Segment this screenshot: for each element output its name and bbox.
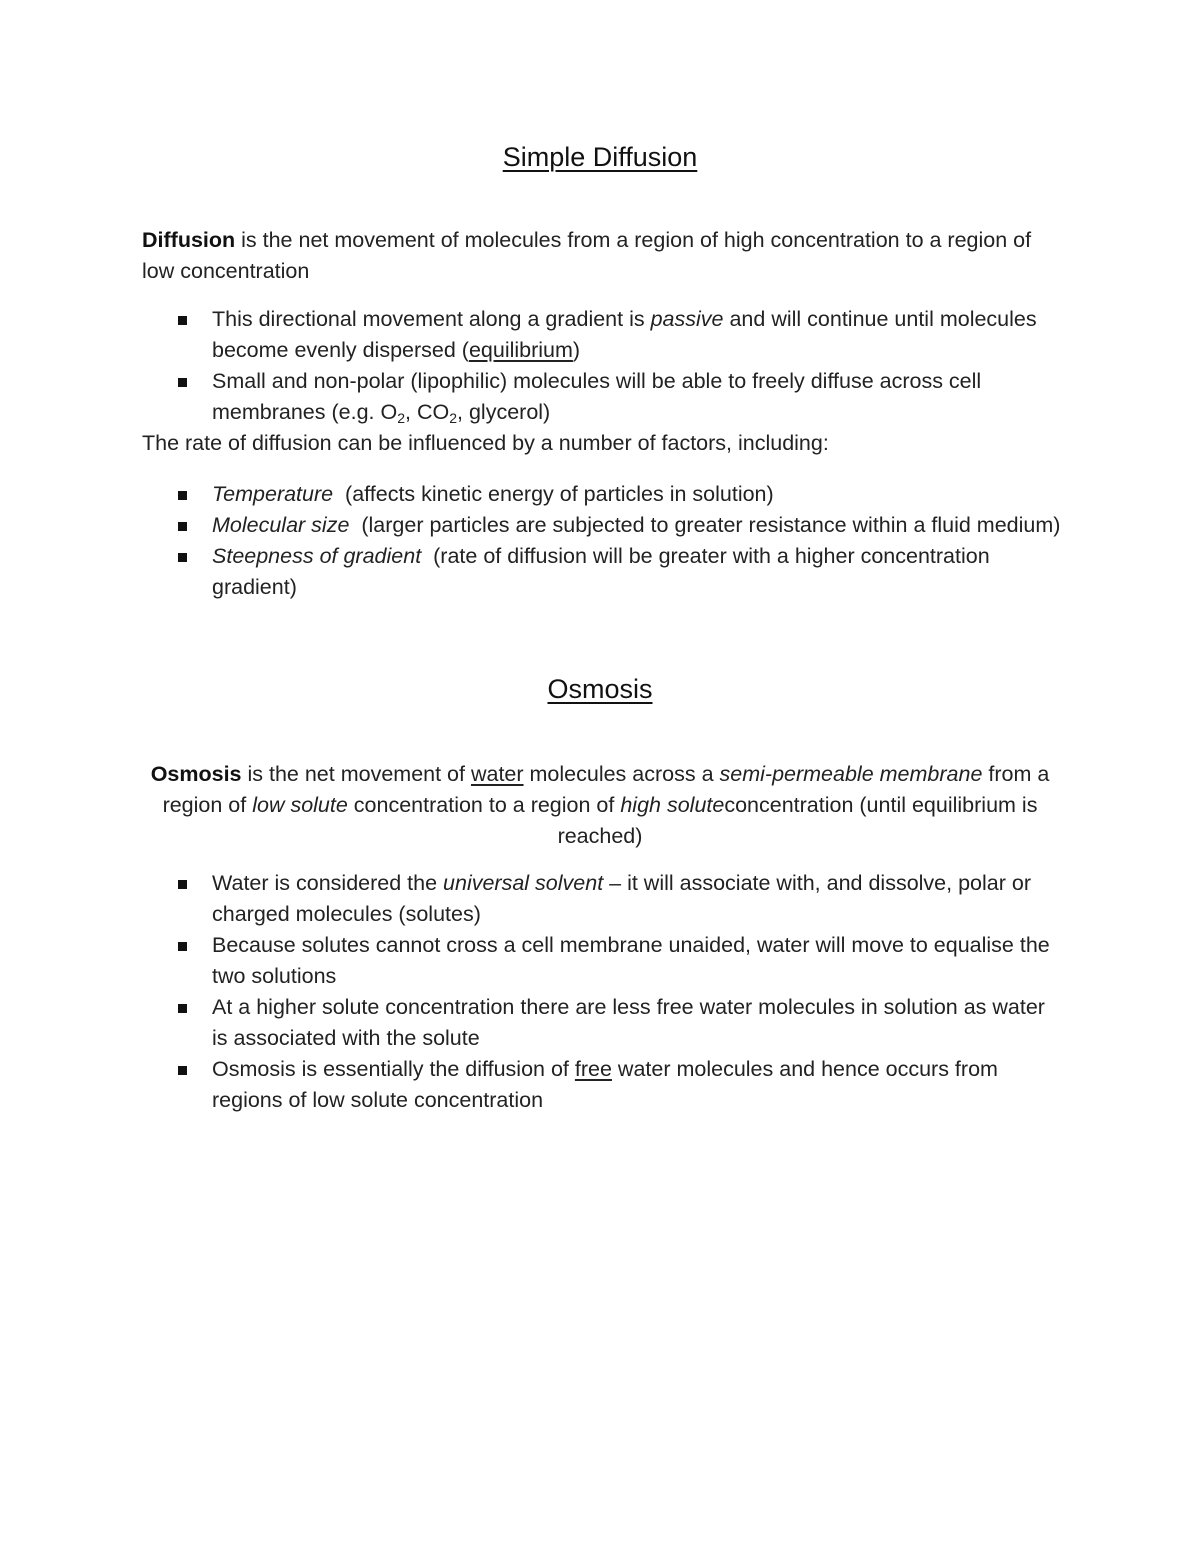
text-span: This directional movement along a gradient is [212, 307, 651, 331]
text-span: Osmosis is essentially the diffusion of [212, 1057, 575, 1081]
factors-list [142, 479, 1062, 603]
list-item [142, 510, 1062, 541]
bullet-square-icon [178, 880, 187, 889]
term-osmosis: Osmosis [150, 762, 242, 786]
text-span: Small and non-polar (lipophilic) molecules will be able to freely diffuse across cell membranes (e.g. O [212, 369, 982, 424]
italic-span: high solute [620, 793, 725, 817]
osmosis-definition [130, 759, 1070, 852]
section-title-simple-diffusion: Simple Diffusion [502, 142, 698, 172]
subscript: 2 [397, 410, 406, 426]
diffusion-bullet-list [142, 304, 1062, 428]
list-item [142, 304, 1062, 366]
term-diffusion: Diffusion [142, 228, 236, 252]
text-span: and will continue until molecules become evenly dispersed ( [212, 307, 1037, 362]
underlined-span: free [574, 1057, 612, 1081]
italic-span: semi-permeable membrane [719, 762, 983, 786]
text-span: water molecules and hence occurs from regions of low solute concentration [212, 1057, 998, 1112]
text-span: At a higher solute concentration there are less free water molecules in solution as water is associated with the solute [212, 995, 1045, 1050]
list-item [142, 1054, 1062, 1116]
list-item [142, 541, 1062, 603]
italic-span: Steepness of gradient [212, 544, 422, 568]
text-span: – it will associate with, and dissolve, polar or charged molecules (solutes) [212, 871, 1031, 926]
text-span: Because solutes cannot cross a cell membrane unaided, water will move to equalise the two solutions [212, 933, 1050, 988]
underlined-span: equilibrium [468, 338, 573, 362]
list-item [142, 479, 1062, 510]
italic-span: universal solvent [443, 871, 604, 895]
bullet-square-icon [178, 942, 187, 951]
diffusion-definition-text: is the net movement of molecules from a region of high concentration to a region of low concentration [142, 228, 1032, 283]
list-item [142, 930, 1062, 992]
osmosis-bullet-list [142, 868, 1062, 1116]
italic-span: low solute [252, 793, 348, 817]
underlined-span: water [470, 762, 524, 786]
text-span: concentration (until equilibrium is reached) [557, 793, 1038, 848]
bullet-square-icon [178, 378, 187, 387]
list-item [142, 868, 1062, 930]
rate-intro: The rate of diffusion can be influenced by a number of factors, including: [142, 431, 829, 455]
list-item [142, 992, 1062, 1054]
bullet-square-icon [178, 1004, 187, 1013]
bullet-square-icon [178, 1066, 187, 1075]
text-span: , CO [405, 400, 450, 424]
bullet-square-icon [178, 316, 187, 325]
bullet-square-icon [178, 522, 187, 531]
italic-span: Molecular size [212, 513, 350, 537]
text-span: (rate of diffusion will be greater with a higher concentration gradient) [212, 544, 996, 599]
bullet-square-icon [178, 553, 187, 562]
text-span: molecules across a [523, 762, 720, 786]
italic-span: passive [650, 307, 724, 331]
text-span: , glycerol) [457, 400, 551, 424]
text-span: (affects kinetic energy of particles in solution) [333, 482, 774, 506]
text-span: Water is considered the [212, 871, 444, 895]
list-item [142, 366, 1062, 428]
diffusion-definition [142, 225, 1062, 287]
italic-span: Temperature [212, 482, 334, 506]
text-span: is the net movement of [241, 762, 471, 786]
text-span: concentration to a region of [347, 793, 621, 817]
text-span: (larger particles are subjected to greater resistance within a fluid medium) [349, 513, 1061, 537]
section-title-osmosis: Osmosis [547, 674, 653, 704]
bullet-square-icon [178, 491, 187, 500]
text-span: from a region of [162, 762, 1050, 817]
text-span: ) [572, 338, 581, 362]
subscript: 2 [449, 410, 458, 426]
